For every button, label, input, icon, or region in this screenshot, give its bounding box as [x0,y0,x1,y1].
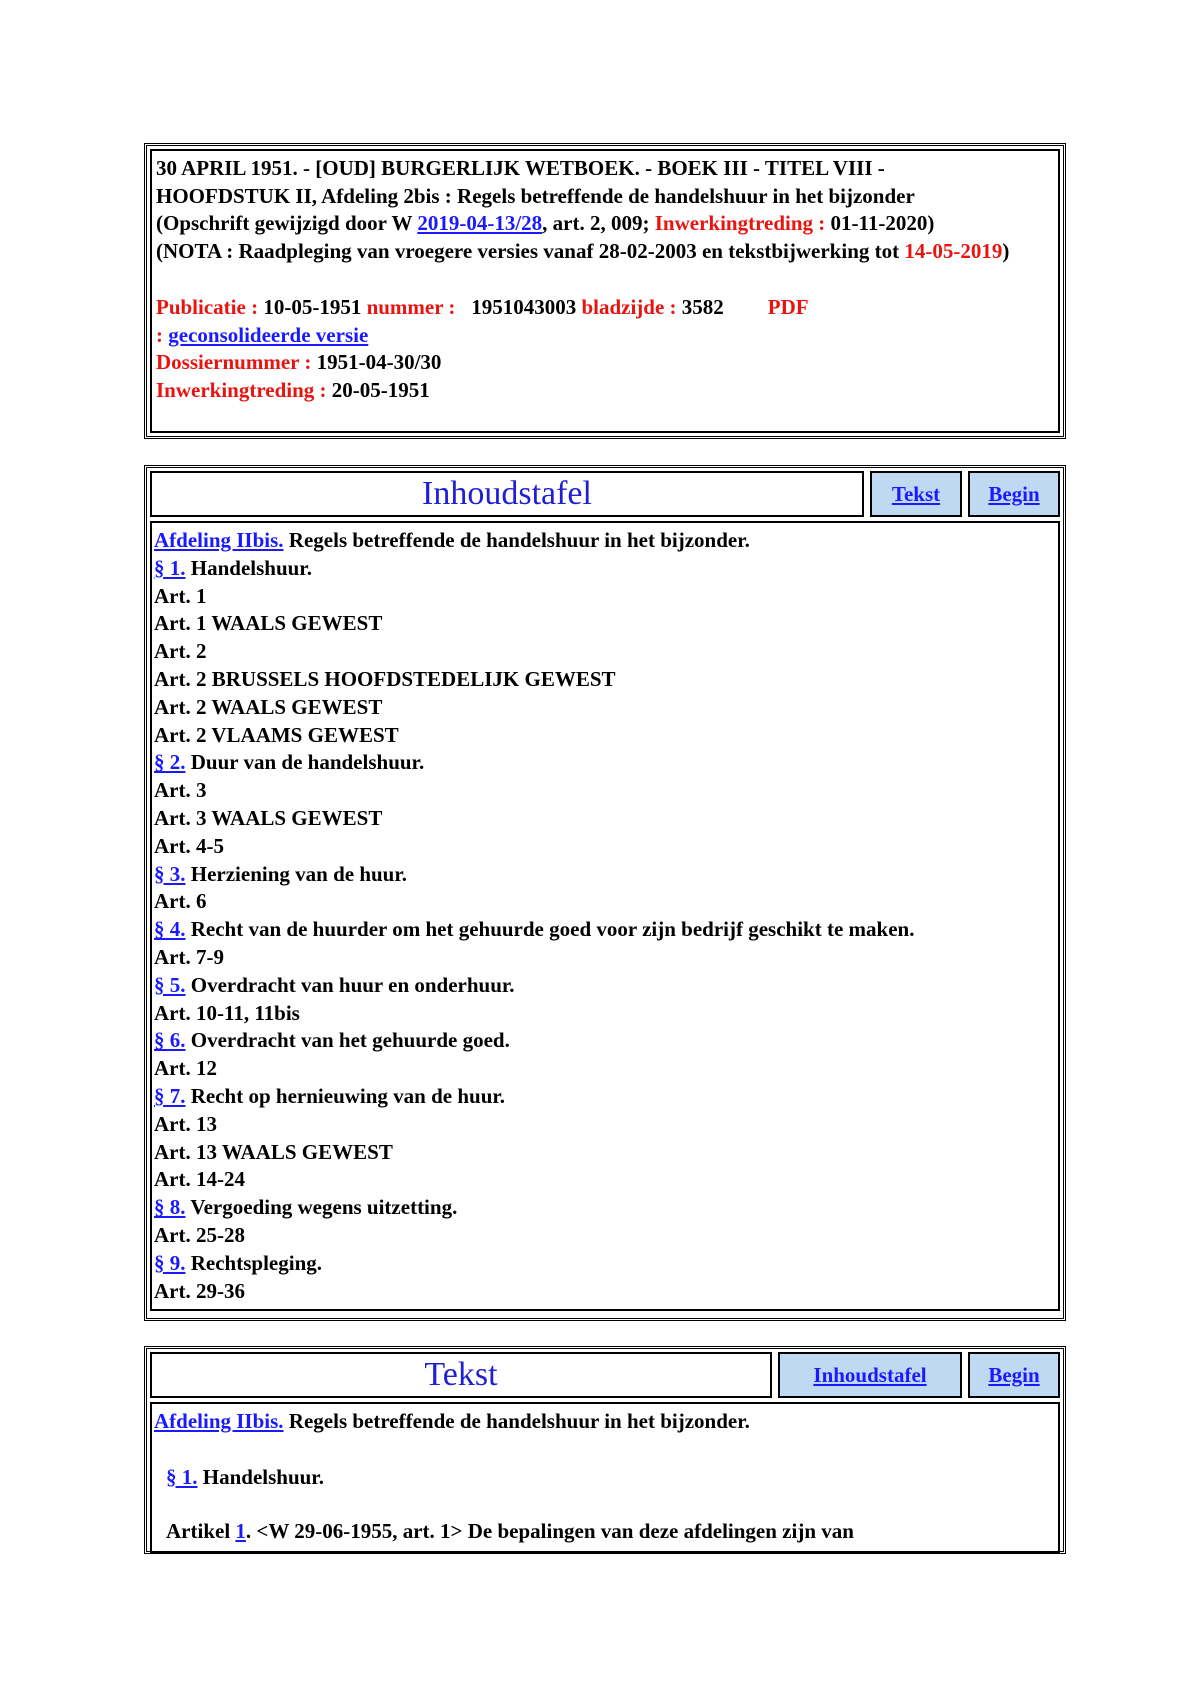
paragraph-link[interactable]: § 1. [166,1464,198,1489]
toc-item-text: Recht op hernieuwing van de huur. [185,1083,506,1108]
toc-item [154,1055,1056,1083]
toc-item [154,888,1056,916]
toc-item-text: Art. 12 [154,1056,217,1081]
article-link[interactable]: 1 [235,1519,246,1543]
document-header [152,151,1058,404]
publication-line [156,294,1058,322]
afdeling-link[interactable]: Afdeling IIbis. [154,1409,284,1433]
toc-item-text: Art. 25-28 [154,1222,245,1247]
header-line-4 [156,238,1058,266]
toc-item [154,1111,1056,1139]
toc-item [154,1194,1056,1222]
pdf-line [156,322,1058,350]
toc-item-text: Overdracht van het gehuurde goed. [185,1028,510,1053]
header-line-3-post: 01-11-2020) [825,211,935,235]
toc-item [154,694,1056,722]
afdeling-text: Regels betreffende de handelshuur in het bijzonder. [283,1409,750,1433]
toc-title: Inhoudstafel [150,471,864,517]
publicatie-label: Publicatie : [156,295,259,319]
publicatie-value: 10-05-1951 [258,295,367,319]
toc-item [154,666,1056,694]
article-body: . <W 29-06-1955, art. 1> De bepalingen van deze afdelingen zijn van [245,1519,854,1543]
nummer-value: 1951043003 [455,295,582,319]
toc-item [154,1000,1056,1028]
amendment-link[interactable]: 2019-04-13/28 [417,211,543,235]
toc-item-text: Art. 14-24 [154,1167,245,1192]
toc-item [154,1222,1056,1250]
toc-item-link[interactable]: § 1. [154,555,186,580]
toc-item-text: Art. 2 [154,639,207,664]
toc-item-text: Recht van de huurder om het gehuurde goed voor zijn bedrijf geschikt te maken. [185,917,915,942]
header-line-4-post: ) [1002,238,1010,263]
header-line-1: 30 APRIL 1951. - [OUD] BURGERLIJK WETBOEK. - BOEK III - TITEL VIII - [156,156,885,180]
header-line-4-red: 14-05-2019 [904,238,1003,263]
inwerking-value: 20-05-1951 [326,377,430,402]
dossier-line [156,349,1058,377]
toc-item-link[interactable]: § 4. [154,917,186,942]
toc-item [154,749,1056,777]
header-line-3-mid: , art. 2, 009; [542,211,655,235]
tekst-title: Tekst [150,1352,772,1398]
toc-list [150,521,1060,1311]
header-line-3-text: (Opschrift gewijzigd door W [156,211,418,235]
pdf-colon: : [156,322,163,347]
toc-item-text: Art. 29-36 [154,1278,245,1303]
toc-item-text: Art. 13 WAALS GEWEST [154,1139,393,1164]
toc-item-text: Vergoeding wegens uitzetting. [185,1195,458,1220]
article-text [154,1518,1056,1546]
toc-item [154,777,1056,805]
toc-item-text: Regels betreffende de handelshuur in het bijzonder. [283,528,750,552]
toc-item [154,1027,1056,1055]
toc-item-text: Art. 7-9 [154,944,224,969]
tekst-body [150,1402,1060,1554]
toc-item-link[interactable]: § 3. [154,861,186,886]
toc-item-text: Duur van de handelshuur. [185,750,425,775]
toc-item [154,583,1056,611]
tekst-box [144,1346,1066,1554]
toc-item-text: Handelshuur. [185,555,312,580]
toc-item [154,916,1056,944]
tekst-header-row [150,1352,1060,1398]
toc-item-text: Art. 13 [154,1111,217,1136]
toc-item [154,1278,1056,1306]
toc-item [154,833,1056,861]
toc-item [154,1083,1056,1111]
afdeling-heading [154,1408,1056,1436]
bladzijde-value: 3582 [676,295,724,319]
toc-item-text: Art. 3 WAALS GEWEST [154,805,383,830]
toc-item [154,638,1056,666]
toc-item-link[interactable]: § 5. [154,972,186,997]
toc-header-row [150,471,1060,517]
toc-item [154,1250,1056,1278]
toc-item-text: Art. 2 BRUSSELS HOOFDSTEDELIJK GEWEST [154,666,616,691]
toc-item-text: Art. 4-5 [154,833,224,858]
nav-begin-button[interactable]: Begin [968,471,1060,517]
toc-item-text: Overdracht van huur en onderhuur. [185,972,515,997]
toc-item-text: Herziening van de huur. [185,861,408,886]
toc-item-text: Art. 2 WAALS GEWEST [154,694,383,719]
nummer-label: nummer : [366,295,456,319]
toc-item-text: Art. 1 [154,583,207,608]
toc-item-text: Art. 1 WAALS GEWEST [154,611,383,636]
header-line-3 [156,210,1058,238]
dossier-label: Dossiernummer : [156,350,312,374]
toc-item [154,722,1056,750]
paragraph-text: Handelshuur. [197,1464,324,1489]
toc-item-text: Art. 3 [154,778,207,803]
toc-item-link[interactable]: § 7. [154,1083,186,1108]
inwerking-line [156,377,1058,405]
header-line-4-text: (NOTA : Raadpleging van vroegere versies vanaf 28-02-2003 en tekstbijwerking tot [156,238,905,263]
toc-item [154,861,1056,889]
dossier-value: 1951-04-30/30 [311,350,442,374]
article-prefix: Artikel [166,1519,236,1543]
toc-item [154,972,1056,1000]
toc-item-link[interactable]: § 6. [154,1028,186,1053]
toc-item-link[interactable]: § 8. [154,1195,186,1220]
pdf-label: PDF [767,295,809,319]
toc-item-text: Rechtspleging. [185,1250,322,1275]
nav-inhoudstafel-button[interactable]: Inhoudstafel [778,1352,962,1398]
header-line-3-red: Inwerkingtreding : [654,211,826,235]
inwerking-label: Inwerkingtreding : [156,377,327,402]
paragraph-heading [154,1464,1056,1492]
bladzijde-label: bladzijde : [581,295,677,319]
toc-item [154,805,1056,833]
toc-item-link[interactable]: § 2. [154,750,186,775]
toc-item-link[interactable]: § 9. [154,1250,186,1275]
toc-item-text: Art. 2 VLAAMS GEWEST [154,722,399,747]
document-header-box [144,143,1066,439]
toc-item-text: Art. 10-11, 11bis [154,1000,300,1025]
consolidated-version-link[interactable]: geconsolideerde versie [168,322,369,347]
toc-item [154,527,1056,555]
nav-tekst-button[interactable]: Tekst [870,471,962,517]
toc-box [144,465,1066,1321]
toc-item [154,944,1056,972]
toc-item-link[interactable]: Afdeling IIbis. [154,528,284,552]
toc-item [154,610,1056,638]
toc-item [154,555,1056,583]
toc-item [154,1139,1056,1167]
nav-begin-button-2[interactable]: Begin [968,1352,1060,1398]
toc-item [154,1166,1056,1194]
header-line-2: HOOFDSTUK II, Afdeling 2bis : Regels betreffende de handelshuur in het bijzonder [156,183,915,208]
toc-item-text: Art. 6 [154,889,207,914]
